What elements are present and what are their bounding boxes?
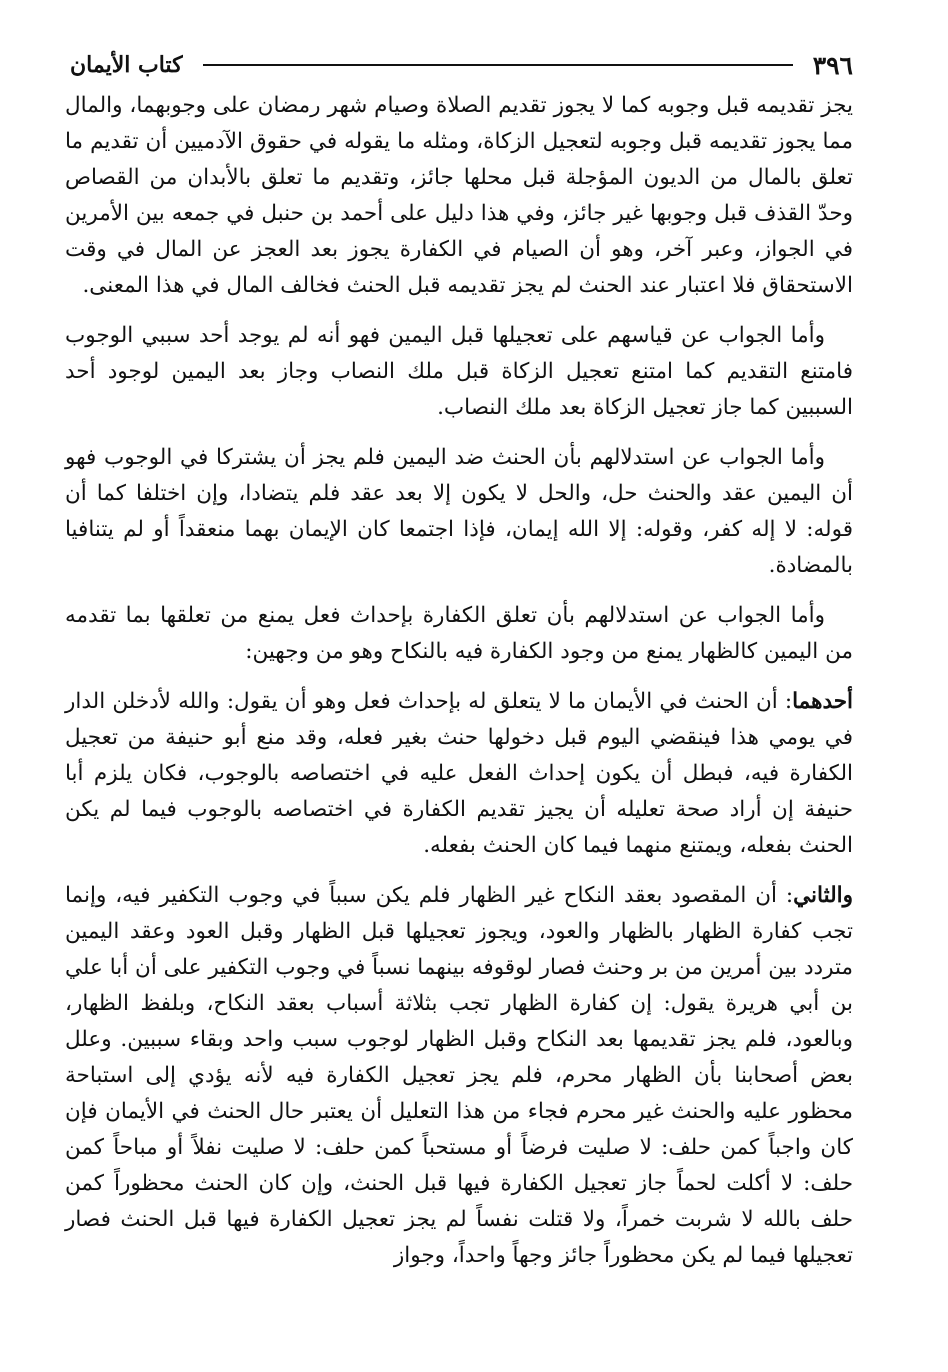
paragraph-text: وأما الجواب عن استدلالهم بأن الحنث ضد اليمين فلم يجز أن يشتركا في الوجوب فهو أن اليمين عقد والحنث حل، والحل لا يكون إلا بعد عقد فلم يتضادا، وإن اختلفا كما أن قوله: لا إله كفر، وقوله: إلا الله إيمان، فإذا اجتمعا كان الإيمان بهما منعقداً أو لم يتنافيا بالمضادة. [65,445,853,578]
paragraph-lead-word: أحدهما [792,689,853,714]
paragraph-analogy-answer [65,318,853,426]
paragraph-action-answer [65,598,853,670]
paragraph-text: : أن الحنث في الأيمان ما لا يتعلق له بإحداث فعل وهو أن يقول: والله لأدخلن الدار في يومي هذا فينقضي اليوم قبل دخولها حنث بغير فعله، وقد منع أبو حنيفة من تعجيل الكفارة فيه، فبطل أن يكون إحداث الفعل عليه في اختصاصه بالوجوب، فكان يلزم أبا حنيفة إن أراد صحة تعليله أن يجيز تقديم الكفارة في اختصاصه بالوجوب فيما لم يكن الحنث بفعله، ويمتنع منهما فيما كان الحنث بفعله. [65,689,853,858]
page-number: ٣٩٦ [812,50,853,80]
paragraph-lead-word: والثاني [793,883,853,908]
book-title: كتاب الأيمان [70,52,183,78]
paragraph-text: يجز تقديمه قبل وجوبه كما لا يجوز تقديم الصلاة وصيام شهر رمضان على وجوبهما، والمال مما يجوز تقديمه قبل وجوبه لتعجيل الزكاة، ومثله ما يقوله في حقوق الآدميين أن تقديم ما تعلق بالمال من الديون المؤجلة قبل محلها جائز، وتقديم ما تعلق بالأبدان من القصاص وحدّ القذف قبل وجوبها غير جائز، وفي هذا دليل على أحمد بن حنبل في جمعه بين الأمرين في الجواز، وعبر آخر، وهو أن الصيام في الكفارة يجوز بعد العجز عن المال في وقت الاستحقاق فلا اعتبار عند الحنث لم يجز تقديمه قبل الحنث فخالف المال في هذا المعنى. [65,93,853,298]
paragraph-second-aspect [65,878,853,1274]
paragraph-first-aspect [65,684,853,864]
running-head [70,42,853,88]
header-rule [203,64,793,66]
paragraph-contradiction-answer [65,440,853,584]
paragraph-text: : أن المقصود بعقد النكاح غير الظهار فلم يكن سبباً في وجوب التكفير فيه، وإنما تجب كفارة الظهار بالظهار والعود، ويجوز تعجيلها قبل الظهار وقبل العود وعقد اليمين متردد بين أمرين من بر وحنث فصار لوقوفه بينهما نسباً في وجوب التكفير على أن أبا علي بن أبي هريرة يقول: إن كفارة الظهار تجب بثلاثة أسباب بعقد النكاح، وبلفظ الظهار، وبالعود، فلم يجز تقديمها بعد النكاح وقبل الظهار لوجوب سبب واحد وبقاء سببين. وعلل بعض أصحابنا بأن الظهار محرم، فلم يجز تعجيل الكفارة فيه لأنه يؤدي إلى استباحة محظور عليه والحنث غير محرم فجاء من هذا التعليل أن يعتبر حال الحنث في الأيمان فإن كان واجباً كمن حلف: لا صليت فرضاً أو مستحباً كمن حلف: لا صليت نفلاً أو مباحاً كمن حلف: لا أكلت لحماً جاز تعجيل الكفارة فيها قبل الحنث، وإن كان الحنث محظوراً كمن حلف بالله لا شربت خمراً، ولا قتلت نفساً لم يجز تعجيل الكفارة فيها قبل الحنث فصار تعجيلها فيما لم يكن محظوراً جائز وجهاً واحداً، وجواز [65,883,853,1268]
paragraph-text: وأما الجواب عن قياسهم على تعجيلها قبل اليمين فهو أنه لم يوجد أحد سببي الوجوب فامتنع التقديم كما امتنع تعجيل الزكاة قبل ملك النصاب وجاز بعد اليمين لوجود أحد السببين كما جاز تعجيل الزكاة بعد ملك النصاب. [65,323,853,420]
paragraph-text: وأما الجواب عن استدلالهم بأن تعلق الكفارة بإحداث فعل يمنع من تعلقها بما تقدمه من اليمين كالظهار يمنع من وجود الكفارة فيه بالنكاح وهو من وجهين: [65,603,853,664]
paragraph-continuation [65,88,853,304]
body-text [65,88,853,1288]
